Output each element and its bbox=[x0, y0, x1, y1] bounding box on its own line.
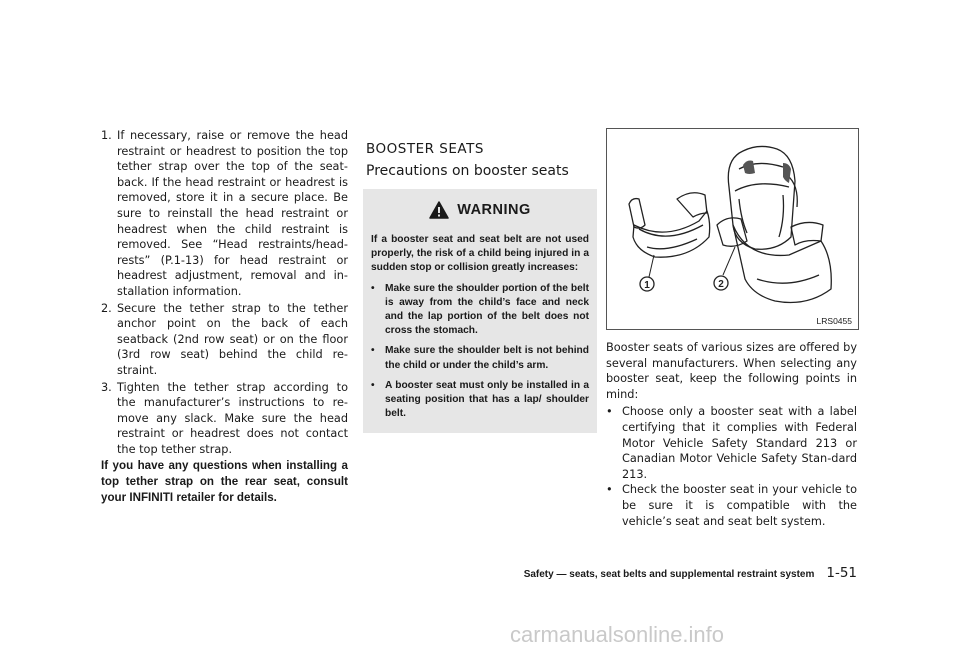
page-number: 1-51 bbox=[826, 565, 857, 581]
warning-header bbox=[371, 201, 589, 219]
booster-intro: Booster seats of various sizes are offered by several manufacturers. When selecting any booster seat, keep the following points in mind: bbox=[606, 341, 858, 401]
list-item-2 bbox=[101, 301, 348, 379]
page-footer bbox=[492, 565, 857, 581]
warning-bullet bbox=[371, 282, 589, 339]
warning-box bbox=[363, 189, 597, 433]
bullet-glyph: • bbox=[371, 379, 375, 391]
watermark: carmanualsonline.info bbox=[510, 622, 725, 647]
list-number: 3. bbox=[101, 380, 112, 394]
callout-line-1 bbox=[649, 255, 654, 277]
booster-bullet-text: Check the booster seat in your vehicle to be sure it is compatible with the vehicle’s seat and seat belt system. bbox=[622, 483, 857, 528]
list-text: Secure the tether strap to the tether anchor point on the back of each seatback (2nd row seat) or on the floor (3rd row seat) behind the child re-straint. bbox=[117, 301, 348, 377]
footer-section-title: Safety — seats, seat belts and supplemental restraint system bbox=[523, 569, 815, 580]
list-number: 1. bbox=[101, 129, 112, 142]
warning-bullet bbox=[371, 344, 589, 372]
retailer-note: If you have any questions when installing a top tether strap on the rear seat, consult your INFINITI retailer for details. bbox=[101, 459, 348, 504]
warning-title: WARNING bbox=[457, 202, 531, 218]
warning-bullet-text: Make sure the shoulder belt is not behind the child or under the child’s arm. bbox=[385, 345, 589, 371]
section-title: BOOSTER SEATS bbox=[366, 141, 484, 157]
backless-booster-armrest-left bbox=[629, 199, 645, 229]
highback-booster-seat bbox=[733, 225, 831, 303]
booster-seat-illustration bbox=[607, 129, 858, 329]
list-text: Tighten the tether strap according to the manufacturer’s instructions to re-move any slack. Make sure the head restraint or headrest does not contact the top tether strap. bbox=[117, 380, 348, 456]
booster-bullet-text: Choose only a booster seat with a label certifying that it complies with Federal Motor Vehicle Safety Standard 213 or Canadian Motor Vehicle Safety Stan-dard 213. bbox=[622, 405, 857, 481]
subsection-title: Precautions on booster seats bbox=[366, 163, 569, 179]
backless-booster-seat bbox=[633, 211, 710, 257]
callout-line-2 bbox=[723, 247, 735, 275]
list-text: If necessary, raise or remove the head restraint or headrest to position the top tether strap over the top of the seat-back. If the head restraint or headrest is removed, store it in a secure place. Be sure to reinstall the head restraint or headrest when the child restraint is removed. See “Head restraints/head-rests” (P.1-13) for head restraint or headrest adjustment, removal and in-stallation information. bbox=[117, 129, 348, 298]
callout-label-2: 2 bbox=[718, 279, 724, 290]
column-right bbox=[606, 128, 857, 529]
bullet-glyph: • bbox=[606, 405, 613, 419]
warning-intro: If a booster seat and seat belt are not used properly, the risk of a child being injured in a sudden stop or collision greatly increases: bbox=[371, 234, 589, 274]
warning-bullet-text: A booster seat must only be installed in a seating position that has a lap/ shoulder belt. bbox=[385, 379, 589, 420]
column-middle bbox=[363, 128, 597, 433]
backless-booster-armrest-right bbox=[677, 193, 707, 217]
warning-triangle-icon bbox=[429, 201, 449, 219]
figure-code: LRS0455 bbox=[816, 316, 852, 326]
bullet-glyph: • bbox=[371, 345, 375, 357]
bullet-glyph: • bbox=[371, 282, 375, 294]
list-number: 2. bbox=[101, 301, 112, 315]
booster-bullet bbox=[606, 482, 857, 529]
callout-label-1: 1 bbox=[644, 280, 650, 291]
booster-seat-figure bbox=[606, 128, 859, 330]
list-item-1 bbox=[101, 128, 348, 300]
highback-booster-back bbox=[728, 146, 795, 249]
warning-bullet-text: Make sure the shoulder portion of the belt is away from the child’s face and neck and the lap portion of the belt does not cross the stomach. bbox=[385, 282, 589, 337]
warning-bullet bbox=[371, 379, 589, 422]
list-item-3 bbox=[101, 380, 348, 458]
column-left bbox=[101, 128, 348, 505]
bullet-glyph: • bbox=[606, 483, 613, 497]
booster-bullet bbox=[606, 404, 857, 482]
